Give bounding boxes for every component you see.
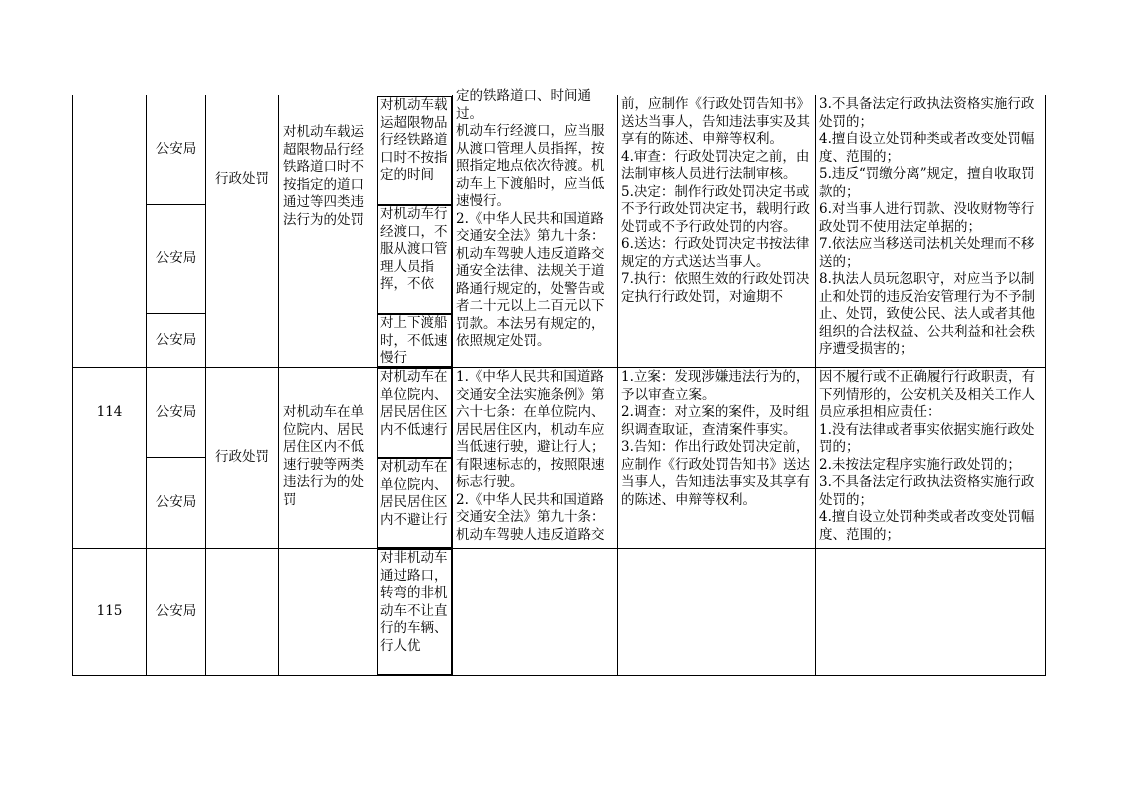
process-cell: 1.立案：发现涉嫌违法行为的，予以审查立案。 2.调查：对立案的案件，及时组织调查取证，查清案件事实。 3.告知：作出行政处罚决定前，应制作《行政处罚告知书》送达当事人，告知违法事实及其享有的陈述、申辩等权利。: [621, 369, 810, 508]
category-cell: 行政处罚: [215, 449, 269, 466]
dept-cell: 公安局: [155, 331, 197, 348]
dept-cell: 公安局: [155, 494, 197, 511]
duty-cell: 因不履行或不正确履行行政职责，有下列情形的，公安机关及相关工作人员应承担相应责任： 1.没有法律或者事实依据实施行政处罚的； 2.未按法定程序实施行政处罚的； 3.不具备法定行政执法资格实施行政处罚的； 4.擅自设立处罚种类或者改变处罚幅度、范围的；: [819, 369, 1035, 543]
dept-cell: 公安局: [155, 403, 197, 420]
row-number: [73, 95, 146, 367]
subitem-cell: 对机动车在单位院内、居民居住区内不避让行: [377, 458, 452, 548]
basis-cell: 1.《中华人民共和国道路交通安全法实施条例》第六十七条：在单位院内、居民居住区内，机动车应当低速行驶，避让行人；有限速标志的，按照限速标志行驶。 2.《中华人民共和国道路交通安全法》第九十条：机动车驾驶人违反道路交: [456, 369, 605, 543]
basis-cell: [453, 549, 617, 675]
item-cell: [280, 549, 376, 675]
item-cell: 对机动车在单位院内、居民居住区内不低速行驶等两类违法行为的处罚: [283, 404, 364, 508]
table-bottom-border: [72, 675, 1046, 676]
basis-cell: 定的铁路道口、时间通过。 机动车行经渡口，应当服从渡口管理人员指挥，按照指定地点依次待渡。机动车上下渡船时，应当低速慢行。 2.《中华人民共和国道路交通安全法》第九十条：机动车驾驶人违反道路交通安全法律、法规关于道路通行规定的，处警告或者二十元以上二百元以下罚款。本法另有规定的，依照规定处罚。: [456, 88, 605, 349]
table-right-border: [1045, 95, 1046, 675]
dept-cell: 公安局: [155, 603, 197, 620]
category-cell: 行政处罚: [215, 171, 269, 188]
row-number: 115: [96, 603, 123, 620]
subitem-cell: 对上下渡船时，不低速慢行: [377, 314, 452, 367]
item-cell: 对机动车载运超限物品行经铁路道口时不按指定的道口通过等四类违法行为的处罚: [283, 124, 364, 228]
dept-cell: 公安局: [155, 250, 197, 267]
row-number: 114: [96, 404, 123, 421]
subitem-cell: 对非机动车通过路口，转弯的非机动车不让直行的车辆、行人优: [377, 549, 452, 675]
subitem-cell: 对机动车在单位院内、居民居住区内不低速行: [377, 368, 452, 458]
process-cell: [618, 549, 815, 675]
process-cell: 前，应制作《行政处罚告知书》送达当事人，告知违法事实及其享有的陈述、申辩等权利。 4.审查：行政处罚决定之前，由法制审核人员进行法制审核。 5.决定：制作行政处罚决定书或不予行政处罚决定书，载明行政处罚或不予行政处罚的内容。 6.送达：行政处罚决定书按法律规定的方式送达当事人。 7.执行：依照生效的行政处罚决定执行行政处罚，对逾期不: [621, 96, 810, 305]
duty-cell: [816, 549, 1045, 675]
col-divider: [278, 95, 279, 675]
duty-cell: 3.不具备法定行政执法资格实施行政处罚的； 4.擅自设立处罚种类或者改变处罚幅度、范围的； 5.违反“罚缴分离”规定，擅自收取罚款的； 6.对当事人进行罚款、没收财物等行政处罚不使用法定单据的； 7.依法应当移送司法机关处理而不移送的； 8.执法人员玩忽职守，对应当予以制止和处罚的违反治安管理行为不予制止、处罚，致使公民、法人或者其他组织的合法权益、公共利益和社会秩序遭受损害的；: [819, 96, 1035, 357]
category-cell: [206, 549, 278, 675]
subitem-cell: 对机动车载运超限物品行经铁路道口时不按指定的时间: [377, 96, 452, 205]
dept-cell: 公安局: [155, 140, 197, 157]
subitem-cell: 对机动车行经渡口，不服从渡口管理人员指挥，不依: [377, 205, 452, 314]
